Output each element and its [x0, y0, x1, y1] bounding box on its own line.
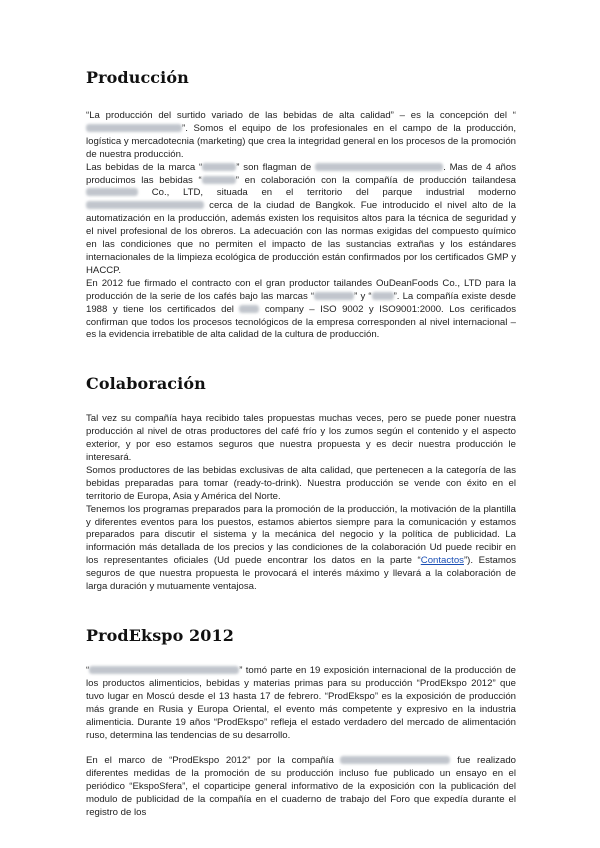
redacted-park-name	[86, 201, 204, 209]
text-run: Tenemos los programas preparados para la promoción de la producción, la motivación de la plantilla y diferentes eventos para los puestos, estamos abiertos siempre para la comunicación y estamos preparados para discutir el sistema y la mecánica del negocio y la política de publicidad. La información más detallada de los precios y las condiciones de la colaboración Ud puede recibir en los representantes oficiales (Ud puede encontrar los datos en la parte “	[86, 503, 516, 567]
paragraph	[86, 278, 516, 343]
redacted-company-name	[315, 163, 443, 171]
paragraph	[86, 162, 516, 278]
redacted-company-name	[89, 666, 239, 674]
text-run: En 2012 fue firmado el contracto con el gran productor tailandes OuDeanFoods Co., LTD para la producción de la serie de los cafés bajo las marcas “	[86, 277, 516, 302]
redacted-company-name	[86, 188, 138, 196]
section-title-produccion: Producción	[86, 68, 189, 87]
redacted-brand-name	[202, 163, 236, 171]
text-run: ” en colaboración con la compañía de producción tailandesa	[235, 174, 516, 186]
paragraph: Tal vez su compañía haya recibido tales propuestas muchas veces, pero se puede poner nuestra producción al nivel de otras productores del café frío y los zumos según el contenido y el aspecto exterior, y por eso estamos seguros que nuestra propuesta y es decir nuestra producción le interesará.	[86, 413, 516, 464]
redacted-brand-name	[314, 292, 354, 300]
text-run: ”. La compañía existe desde 1988 y tiene los certificados del	[86, 290, 516, 315]
section-body-produccion	[86, 110, 516, 342]
text-run: company – ISO 9002 y ISO9001:2000. Los cerificados confirman que todos los procesos tecnológicos de la empresa corresponden al nivel internacional – es la evidencia irrebatible de alta calidad de la cultura de producción.	[86, 303, 516, 341]
text-run: ”). Estamos seguros de que nuestra propuesta le provocará el interés máximo y llevará a la colaboración de larga duración y mutuamente ventajosa.	[86, 555, 517, 593]
section-title-colaboracion: Colaboración	[86, 374, 206, 394]
text-run: . Mas de 4 años producimos las bebidas “	[86, 161, 517, 186]
paragraph	[86, 755, 516, 820]
redacted-company-name	[340, 756, 450, 764]
redacted-certifier-name	[239, 305, 259, 313]
text-run: ” tomó parte en 19 exposición internacional de la producción de los productos alimenticios, bebidas y materias primas para su producción “ProdEkspo 2012” que tuvo lugar en Moscú desde el 13 hasta 17 de febrero. “ProdEkspo” es la exposición de producción más grande en Rusia y Europa Oriental, el evento más competente y expresivo en la industria alimenticia. Durante 19 años “ProdEkspo” refleja el estado verdadero del mercado de alimentación ruso, determina las tendencias de su desarrollo.	[86, 665, 516, 741]
text-run: ” son flagman de	[236, 161, 316, 173]
text-run: Las bebidas de la marca “	[86, 161, 203, 173]
text-run: fue realizado diferentes medidas de la promoción de su producción incluso fue publicado un ensayo en el periódico “EkspoSfera”, el coparticipe general informativo de la exposición con la publicación del modulo de publicidad de la compañía en el cuaderno de trabajo del Foro que expedía durante el registro de los	[86, 755, 516, 819]
text-run: Co., LTD, situada en el territorio del parque industrial moderno	[138, 187, 516, 199]
contactos-link[interactable]: Contactos	[420, 555, 464, 567]
redacted-brand-name	[202, 176, 236, 184]
paragraph	[86, 110, 516, 162]
text-run: cerca de la ciudad de Bangkok. Fue introducido el nivel alto de la automatización en la producción, además existen los requisitos altos para la técnica de seguridad y el nivel profesional de los obreros. La adecuación con las normas exigidas del compuesto químico en las condiciones que no permiten el impacto de las sustancias extrañas y los estándares internacionales de la limpieza ecológica de producción están confirmados por los certificados GMP y HACCP.	[86, 200, 516, 276]
paragraph	[86, 504, 516, 594]
text-run: “La producción del surtido variado de las bebidas de alta calidad” – es la concepción del “	[86, 110, 516, 121]
text-run: “	[86, 665, 90, 676]
section-body-colaboracion	[86, 413, 516, 594]
redacted-company-name	[86, 124, 182, 132]
text-run: ” y “	[354, 290, 372, 302]
text-run: En el marco de “ProdEkspo 2012” por la compañía	[86, 755, 341, 767]
redacted-brand-name	[372, 292, 394, 300]
document-content	[86, 68, 516, 820]
section-title-prodekspo: ProdEkspo 2012	[86, 626, 234, 645]
text-run: ”. Somos el equipo de los profesionales en el campo de la producción, logística y mercadotecnia (marketing) que crea la integridad general en los procesos de la promoción de nuestra producción.	[86, 122, 516, 160]
section-body-prodekspo	[86, 665, 516, 820]
paragraph: Somos productores de las bebidas exclusivas de alta calidad, que pertenecen a la categoría de las bebidas preparadas para tomar (ready-to-drink). Nuestra producción se vende con éxito en el territorio de Europa, Asia y América del Norte.	[86, 464, 516, 502]
paragraph	[86, 665, 516, 742]
